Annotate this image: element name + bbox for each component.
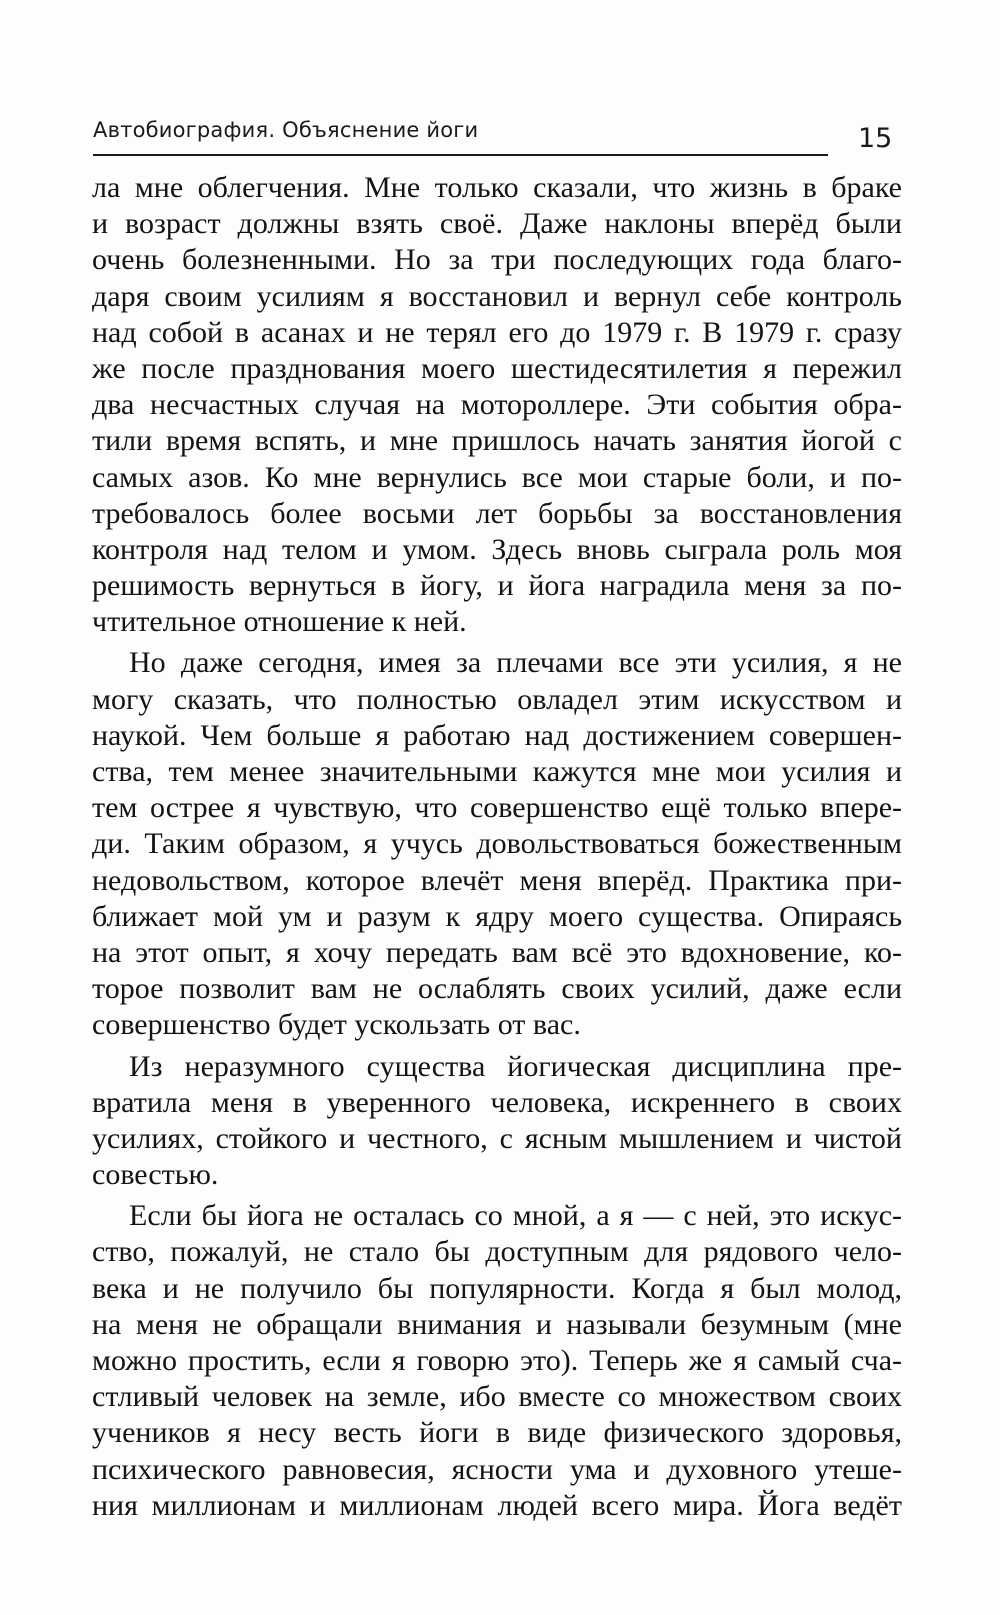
text-line: усилиях, стойкого и честного, с ясным мышлением и чистой — [92, 1121, 902, 1155]
text-line: над собой в асанах и не терял его до 1979 г. В 1979 г. сразу — [92, 315, 902, 349]
text-line: Если бы йога не осталась со мной, а я — с ней, это искус- — [129, 1199, 902, 1233]
text-line: даря своим усилиям я восстановил и вернул себе контроль — [92, 279, 902, 313]
text-line: самых азов. Ко мне вернулись все мои старые боли, и по- — [92, 460, 902, 494]
body-text — [92, 170, 902, 1524]
text-line: два несчастных случая на мотороллере. Эти события обра- — [92, 388, 902, 422]
text-line: решимость вернуться в йогу, и йога наградила меня за по- — [92, 569, 902, 603]
text-line: можно простить, если я говорю это). Теперь же я самый сча- — [92, 1344, 902, 1377]
running-title: Автобиография. Объяснение йоги — [93, 118, 479, 142]
text-line: наукой. Чем больше я работаю над достижением совершен- — [92, 718, 902, 752]
text-line: ди. Таким образом, я учусь довольствоваться божественным — [92, 827, 902, 861]
text-line: века и не получило бы популярности. Когда я был молод, — [92, 1271, 902, 1305]
paragraph — [92, 645, 902, 1043]
text-line: Из неразумного существа йогическая дисциплина пре- — [129, 1049, 902, 1083]
text-line: ство, пожалуй, не стало бы доступным для рядового чело- — [92, 1235, 902, 1269]
text-line: вратила меня в уверенного человека, искреннего в своих — [92, 1085, 902, 1119]
paragraph — [92, 1049, 902, 1194]
text-line: же после празднования моего шестидесятилетия я пережил — [92, 351, 902, 385]
text-line: совершенство будет ускользать от вас. — [92, 1008, 581, 1042]
text-line: тем острее я чувствую, что совершенство ещё только впере- — [92, 791, 902, 825]
text-line: очень болезненными. Но за три последующих года благо- — [92, 243, 902, 277]
text-line: учеников я несу весть йоги в виде физического здоровья, — [92, 1416, 902, 1450]
text-line: стливый человек на земле, ибо вместе со множеством своих — [92, 1380, 902, 1414]
text-line: совестью. — [92, 1158, 219, 1192]
text-line: психического равновесия, ясности ума и духовного утеше- — [92, 1452, 902, 1486]
running-header — [93, 114, 828, 156]
text-line: ла мне облегчения. Мне только сказали, что жизнь в браке — [92, 171, 902, 204]
text-line: и возраст должны взять своё. Даже наклоны вперёд были — [92, 207, 902, 241]
text-line: ближает мой ум и разум к ядру моего существа. Опираясь — [92, 899, 902, 933]
paragraph — [92, 1198, 902, 1524]
text-line: на этот опыт, я хочу передать вам всё это вдохновение, ко- — [92, 935, 902, 969]
text-line: тили время вспять, и мне пришлось начать занятия йогой с — [92, 424, 902, 458]
text-line: недовольством, которое влечёт меня вперёд. Практика при- — [92, 863, 902, 897]
text-line: ства, тем менее значительными кажутся мне мои усилия и — [92, 755, 902, 788]
text-line: Но даже сегодня, имея за плечами все эти усилия, я не — [129, 646, 902, 680]
text-line: требовалось более восьми лет борьбы за восстановления — [92, 496, 902, 530]
paragraph — [92, 170, 902, 640]
text-line: контроля над телом и умом. Здесь вновь сыграла роль моя — [92, 532, 902, 566]
page-number: 15 — [858, 123, 893, 154]
text-line: могу сказать, что полностью овладел этим искусством и — [92, 682, 902, 716]
text-line: чтительное отношение к ней. — [92, 605, 467, 639]
text-line: торое позволит вам не ослаблять своих усилий, даже если — [92, 972, 902, 1006]
text-line: на меня не обращали внимания и называли безумным (мне — [92, 1307, 902, 1341]
text-line: ния миллионам и миллионам людей всего мира. Йога ведёт — [92, 1488, 902, 1522]
